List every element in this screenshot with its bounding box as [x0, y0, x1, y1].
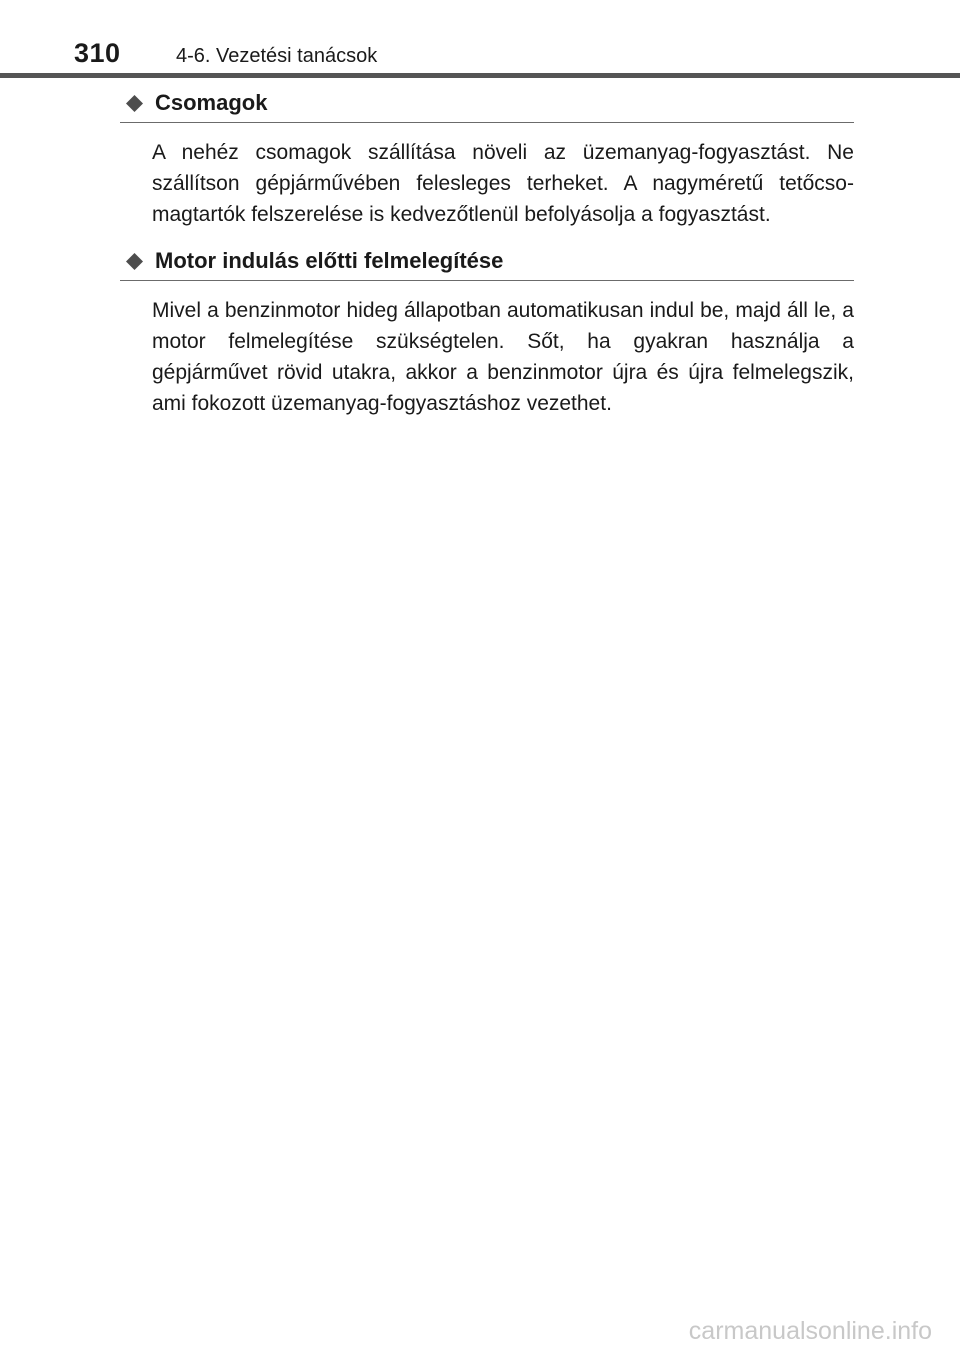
subsection-heading: [120, 246, 854, 281]
subsection-heading: [120, 88, 854, 123]
subsection-heading-text: Motor indulás előtti felmelegítése: [155, 248, 504, 273]
page-number: 310: [74, 38, 121, 68]
subsection-paragraph: Mivel a benzinmotor hideg állapotban automatikusan indul be, majd áll le, a motor felmelegítése szükségtelen. Sőt, ha gyakran használja a gépjárművet rövid utakra, akkor a benzinmotor újra és újra felmelegszik, ami fokozott üzemanyag-fogyasztáshoz vezethet.: [152, 299, 854, 415]
subsection-paragraph: A nehéz csomagok szállítása növeli az üzemanyag-fogyasztást. Ne szállítson gépjárművében felesleges terheket. A nagyméretű tetőcsomagtartók felszerelése is kedvezőtlenül befolyásolja a fogyasztást.: [152, 141, 854, 226]
page-content: [120, 88, 854, 429]
subsection-motor-felmelegites: [120, 246, 854, 419]
page-header: [0, 0, 960, 80]
section-title: 4-6. Vezetési tanácsok: [176, 45, 378, 67]
watermark-text: carmanualsonline.info: [688, 1317, 932, 1345]
header-rule: [0, 73, 960, 78]
subsection-heading-text: Csomagok: [155, 90, 268, 115]
diamond-icon: [126, 253, 143, 270]
diamond-icon: [126, 95, 143, 112]
subsection-csomagok: [120, 88, 854, 230]
